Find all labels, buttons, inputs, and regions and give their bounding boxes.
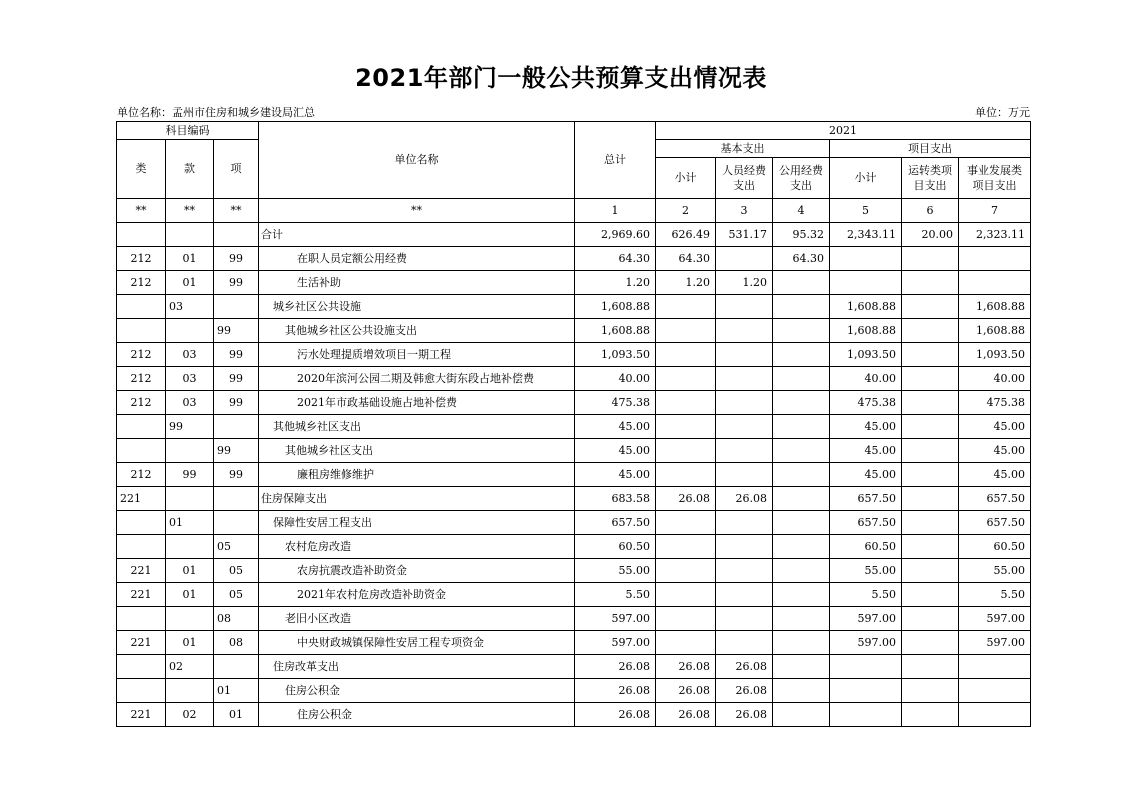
cell-development: 597.00 xyxy=(959,631,1031,655)
header-development: 事业发展类项目支出 xyxy=(959,158,1031,199)
cell-name: 生活补助 xyxy=(259,271,575,295)
cell-development xyxy=(959,247,1031,271)
cell-name: 中央财政城镇保障性安居工程专项资金 xyxy=(259,631,575,655)
cell-project-subtotal xyxy=(830,655,902,679)
cell-kind xyxy=(117,607,166,631)
cell-kind xyxy=(117,223,166,247)
cell-personnel xyxy=(716,343,773,367)
page-title: 2021年部门一般公共预算支出情况表 xyxy=(355,64,767,92)
cell-basic-subtotal xyxy=(656,415,716,439)
cell-operating xyxy=(902,391,959,415)
cell-basic-subtotal xyxy=(656,367,716,391)
cell-total: 597.00 xyxy=(575,607,656,631)
cell-operating xyxy=(902,295,959,319)
cell-kind: 221 xyxy=(117,703,166,727)
header-row-index xyxy=(117,199,1031,223)
cell-section: 01 xyxy=(166,247,214,271)
cell-total: 45.00 xyxy=(575,463,656,487)
cell-personnel xyxy=(716,439,773,463)
cell-name: 污水处理提质增效项目一期工程 xyxy=(259,343,575,367)
cell-project-subtotal xyxy=(830,247,902,271)
cell-operating: 20.00 xyxy=(902,223,959,247)
cell-name: 住房公积金 xyxy=(259,679,575,703)
cell-development: 1,608.88 xyxy=(959,319,1031,343)
cell-kind: 221 xyxy=(117,559,166,583)
cell-section xyxy=(166,439,214,463)
header-total: 总计 xyxy=(575,122,656,199)
header-unit-name: 单位名称 xyxy=(259,122,575,199)
table-row xyxy=(117,487,1031,511)
cell-kind: 212 xyxy=(117,247,166,271)
cell-basic-subtotal: 26.08 xyxy=(656,655,716,679)
index-3: 3 xyxy=(716,199,773,223)
cell-personnel: 26.08 xyxy=(716,703,773,727)
cell-project-subtotal: 60.50 xyxy=(830,535,902,559)
header-subject-code: 科目编码 xyxy=(117,122,259,140)
cell-section: 02 xyxy=(166,703,214,727)
header-item: 项 xyxy=(214,140,259,199)
cell-section: 03 xyxy=(166,343,214,367)
cell-name: 住房保障支出 xyxy=(259,487,575,511)
cell-name: 合计 xyxy=(259,223,575,247)
cell-personnel xyxy=(716,583,773,607)
cell-section: 99 xyxy=(166,415,214,439)
cell-name: 农房抗震改造补助资金 xyxy=(259,559,575,583)
cell-item: 05 xyxy=(214,535,259,559)
cell-public xyxy=(773,343,830,367)
cell-section: 03 xyxy=(166,391,214,415)
table-row xyxy=(117,703,1031,727)
cell-public xyxy=(773,487,830,511)
cell-section: 03 xyxy=(166,367,214,391)
cell-kind xyxy=(117,655,166,679)
cell-project-subtotal: 1,608.88 xyxy=(830,295,902,319)
index-unit-name: ** xyxy=(259,199,575,223)
cell-public xyxy=(773,271,830,295)
cell-basic-subtotal xyxy=(656,607,716,631)
cell-kind: 221 xyxy=(117,631,166,655)
header-project: 项目支出 xyxy=(830,140,1031,158)
cell-total: 683.58 xyxy=(575,487,656,511)
cell-development xyxy=(959,679,1031,703)
cell-personnel: 531.17 xyxy=(716,223,773,247)
cell-section xyxy=(166,223,214,247)
cell-kind: 221 xyxy=(117,487,166,511)
cell-item: 99 xyxy=(214,391,259,415)
cell-section: 99 xyxy=(166,463,214,487)
cell-public xyxy=(773,535,830,559)
cell-name: 其他城乡社区公共设施支出 xyxy=(259,319,575,343)
table-row xyxy=(117,583,1031,607)
cell-basic-subtotal xyxy=(656,631,716,655)
cell-development: 45.00 xyxy=(959,463,1031,487)
cell-item xyxy=(214,655,259,679)
cell-development: 45.00 xyxy=(959,415,1031,439)
cell-section: 01 xyxy=(166,583,214,607)
index-5: 5 xyxy=(830,199,902,223)
cell-personnel xyxy=(716,463,773,487)
cell-development: 475.38 xyxy=(959,391,1031,415)
cell-kind: 212 xyxy=(117,343,166,367)
cell-item: 99 xyxy=(214,343,259,367)
cell-project-subtotal: 45.00 xyxy=(830,439,902,463)
cell-development: 657.50 xyxy=(959,487,1031,511)
table-row xyxy=(117,535,1031,559)
header-section: 款 xyxy=(166,140,214,199)
cell-public xyxy=(773,463,830,487)
table-row xyxy=(117,295,1031,319)
cell-public xyxy=(773,439,830,463)
cell-project-subtotal xyxy=(830,679,902,703)
cell-operating xyxy=(902,535,959,559)
cell-name: 老旧小区改造 xyxy=(259,607,575,631)
cell-basic-subtotal: 26.08 xyxy=(656,679,716,703)
cell-operating xyxy=(902,583,959,607)
cell-total: 64.30 xyxy=(575,247,656,271)
cell-kind: 212 xyxy=(117,463,166,487)
cell-personnel xyxy=(716,247,773,271)
table-row xyxy=(117,511,1031,535)
cell-section: 01 xyxy=(166,511,214,535)
cell-item xyxy=(214,223,259,247)
cell-public xyxy=(773,415,830,439)
cell-name: 其他城乡社区支出 xyxy=(259,415,575,439)
cell-item: 99 xyxy=(214,319,259,343)
cell-kind xyxy=(117,415,166,439)
unit-name: 单位名称：孟州市住房和城乡建设局汇总 xyxy=(117,106,315,119)
cell-project-subtotal: 55.00 xyxy=(830,559,902,583)
cell-public xyxy=(773,295,830,319)
budget-table xyxy=(116,121,1031,727)
cell-project-subtotal xyxy=(830,271,902,295)
header-public: 公用经费支出 xyxy=(773,158,830,199)
cell-operating xyxy=(902,247,959,271)
cell-public xyxy=(773,703,830,727)
cell-kind xyxy=(117,511,166,535)
cell-project-subtotal: 5.50 xyxy=(830,583,902,607)
cell-operating xyxy=(902,559,959,583)
cell-project-subtotal: 45.00 xyxy=(830,415,902,439)
cell-public xyxy=(773,319,830,343)
cell-kind xyxy=(117,295,166,319)
cell-personnel xyxy=(716,631,773,655)
index-1: 1 xyxy=(575,199,656,223)
cell-development: 55.00 xyxy=(959,559,1031,583)
cell-name: 2020年滨河公园二期及韩愈大街东段占地补偿费 xyxy=(259,367,575,391)
cell-total: 475.38 xyxy=(575,391,656,415)
cell-public xyxy=(773,607,830,631)
cell-operating xyxy=(902,415,959,439)
header-personnel: 人员经费支出 xyxy=(716,158,773,199)
cell-development: 60.50 xyxy=(959,535,1031,559)
cell-total: 597.00 xyxy=(575,631,656,655)
cell-total: 5.50 xyxy=(575,583,656,607)
cell-development: 657.50 xyxy=(959,511,1031,535)
cell-total: 40.00 xyxy=(575,367,656,391)
cell-project-subtotal: 597.00 xyxy=(830,607,902,631)
table-row xyxy=(117,271,1031,295)
cell-development xyxy=(959,271,1031,295)
cell-basic-subtotal xyxy=(656,391,716,415)
cell-personnel xyxy=(716,415,773,439)
cell-basic-subtotal: 626.49 xyxy=(656,223,716,247)
table-row xyxy=(117,655,1031,679)
cell-item xyxy=(214,415,259,439)
cell-name: 其他城乡社区支出 xyxy=(259,439,575,463)
cell-kind xyxy=(117,679,166,703)
cell-section xyxy=(166,487,214,511)
cell-public xyxy=(773,655,830,679)
cell-basic-subtotal xyxy=(656,511,716,535)
cell-basic-subtotal xyxy=(656,439,716,463)
cell-project-subtotal: 597.00 xyxy=(830,631,902,655)
cell-item xyxy=(214,487,259,511)
cell-name: 在职人员定额公用经费 xyxy=(259,247,575,271)
cell-personnel xyxy=(716,391,773,415)
table-row xyxy=(117,415,1031,439)
cell-development: 5.50 xyxy=(959,583,1031,607)
cell-item: 99 xyxy=(214,439,259,463)
cell-operating xyxy=(902,367,959,391)
cell-section: 01 xyxy=(166,559,214,583)
cell-project-subtotal: 1,608.88 xyxy=(830,319,902,343)
cell-item: 01 xyxy=(214,679,259,703)
cell-operating xyxy=(902,343,959,367)
cell-development xyxy=(959,703,1031,727)
cell-personnel: 26.08 xyxy=(716,655,773,679)
cell-public: 95.32 xyxy=(773,223,830,247)
cell-item: 08 xyxy=(214,631,259,655)
cell-personnel: 26.08 xyxy=(716,679,773,703)
cell-total: 26.08 xyxy=(575,679,656,703)
cell-basic-subtotal xyxy=(656,583,716,607)
cell-kind xyxy=(117,319,166,343)
cell-name: 住房公积金 xyxy=(259,703,575,727)
cell-total: 55.00 xyxy=(575,559,656,583)
cell-section: 01 xyxy=(166,631,214,655)
cell-public xyxy=(773,583,830,607)
cell-operating xyxy=(902,679,959,703)
cell-basic-subtotal xyxy=(656,559,716,583)
cell-operating xyxy=(902,631,959,655)
cell-project-subtotal: 1,093.50 xyxy=(830,343,902,367)
unit-label: 单位：万元 xyxy=(975,106,1030,119)
table-row xyxy=(117,343,1031,367)
cell-personnel xyxy=(716,535,773,559)
cell-project-subtotal: 475.38 xyxy=(830,391,902,415)
cell-section: 01 xyxy=(166,271,214,295)
cell-basic-subtotal: 1.20 xyxy=(656,271,716,295)
cell-personnel xyxy=(716,367,773,391)
cell-basic-subtotal xyxy=(656,463,716,487)
cell-personnel xyxy=(716,319,773,343)
table-row xyxy=(117,367,1031,391)
cell-total: 1,608.88 xyxy=(575,295,656,319)
header-row-1 xyxy=(117,122,1031,140)
table-row xyxy=(117,679,1031,703)
cell-section: 03 xyxy=(166,295,214,319)
cell-development xyxy=(959,655,1031,679)
cell-section: 02 xyxy=(166,655,214,679)
cell-operating xyxy=(902,655,959,679)
table-row xyxy=(117,247,1031,271)
cell-project-subtotal: 40.00 xyxy=(830,367,902,391)
cell-item: 99 xyxy=(214,271,259,295)
cell-basic-subtotal xyxy=(656,295,716,319)
cell-kind xyxy=(117,439,166,463)
index-6: 6 xyxy=(902,199,959,223)
cell-operating xyxy=(902,511,959,535)
cell-section xyxy=(166,319,214,343)
cell-kind: 221 xyxy=(117,583,166,607)
table-row xyxy=(117,439,1031,463)
cell-kind: 212 xyxy=(117,391,166,415)
cell-public xyxy=(773,511,830,535)
header-basic: 基本支出 xyxy=(656,140,830,158)
cell-total: 26.08 xyxy=(575,703,656,727)
cell-basic-subtotal xyxy=(656,343,716,367)
cell-basic-subtotal: 26.08 xyxy=(656,487,716,511)
index-4: 4 xyxy=(773,199,830,223)
cell-development: 2,323.11 xyxy=(959,223,1031,247)
cell-project-subtotal xyxy=(830,703,902,727)
cell-public xyxy=(773,559,830,583)
cell-development: 40.00 xyxy=(959,367,1031,391)
index-2: 2 xyxy=(656,199,716,223)
cell-operating xyxy=(902,319,959,343)
table-row xyxy=(117,607,1031,631)
cell-operating xyxy=(902,607,959,631)
cell-development: 1,608.88 xyxy=(959,295,1031,319)
cell-personnel: 1.20 xyxy=(716,271,773,295)
cell-personnel xyxy=(716,295,773,319)
cell-item xyxy=(214,295,259,319)
cell-item: 99 xyxy=(214,463,259,487)
cell-basic-subtotal: 26.08 xyxy=(656,703,716,727)
cell-basic-subtotal: 64.30 xyxy=(656,247,716,271)
cell-project-subtotal: 45.00 xyxy=(830,463,902,487)
cell-item: 99 xyxy=(214,367,259,391)
cell-item: 08 xyxy=(214,607,259,631)
table-row xyxy=(117,391,1031,415)
cell-public xyxy=(773,367,830,391)
table-row xyxy=(117,223,1031,247)
cell-public: 64.30 xyxy=(773,247,830,271)
index-section: ** xyxy=(166,199,214,223)
cell-item: 05 xyxy=(214,583,259,607)
cell-development: 1,093.50 xyxy=(959,343,1031,367)
cell-name: 2021年市政基础设施占地补偿费 xyxy=(259,391,575,415)
cell-operating xyxy=(902,271,959,295)
table-row xyxy=(117,559,1031,583)
header-operating: 运转类项目支出 xyxy=(902,158,959,199)
cell-name: 廉租房维修维护 xyxy=(259,463,575,487)
header-project-subtotal: 小计 xyxy=(830,158,902,199)
index-kind: ** xyxy=(117,199,166,223)
cell-development: 597.00 xyxy=(959,607,1031,631)
cell-item: 01 xyxy=(214,703,259,727)
cell-project-subtotal: 657.50 xyxy=(830,487,902,511)
cell-public xyxy=(773,631,830,655)
cell-total: 1,608.88 xyxy=(575,319,656,343)
table-row xyxy=(117,631,1031,655)
cell-operating xyxy=(902,463,959,487)
cell-item: 99 xyxy=(214,247,259,271)
cell-section xyxy=(166,535,214,559)
cell-operating xyxy=(902,439,959,463)
header-year: 2021 xyxy=(656,122,1031,140)
cell-total: 45.00 xyxy=(575,415,656,439)
cell-total: 26.08 xyxy=(575,655,656,679)
table-row xyxy=(117,463,1031,487)
cell-section xyxy=(166,607,214,631)
cell-public xyxy=(773,391,830,415)
cell-section xyxy=(166,679,214,703)
cell-kind xyxy=(117,535,166,559)
cell-name: 2021年农村危房改造补助资金 xyxy=(259,583,575,607)
cell-total: 657.50 xyxy=(575,511,656,535)
cell-personnel: 26.08 xyxy=(716,487,773,511)
cell-item xyxy=(214,511,259,535)
cell-project-subtotal: 2,343.11 xyxy=(830,223,902,247)
cell-total: 60.50 xyxy=(575,535,656,559)
header-kind: 类 xyxy=(117,140,166,199)
cell-operating xyxy=(902,703,959,727)
cell-kind: 212 xyxy=(117,367,166,391)
cell-personnel xyxy=(716,607,773,631)
cell-personnel xyxy=(716,511,773,535)
cell-project-subtotal: 657.50 xyxy=(830,511,902,535)
cell-basic-subtotal xyxy=(656,319,716,343)
cell-name: 保障性安居工程支出 xyxy=(259,511,575,535)
cell-name: 城乡社区公共设施 xyxy=(259,295,575,319)
cell-operating xyxy=(902,487,959,511)
cell-development: 45.00 xyxy=(959,439,1031,463)
cell-basic-subtotal xyxy=(656,535,716,559)
cell-total: 1.20 xyxy=(575,271,656,295)
index-7: 7 xyxy=(959,199,1031,223)
cell-personnel xyxy=(716,559,773,583)
cell-total: 1,093.50 xyxy=(575,343,656,367)
index-item: ** xyxy=(214,199,259,223)
table-row xyxy=(117,319,1031,343)
cell-item: 05 xyxy=(214,559,259,583)
header-basic-subtotal: 小计 xyxy=(656,158,716,199)
cell-kind: 212 xyxy=(117,271,166,295)
cell-name: 农村危房改造 xyxy=(259,535,575,559)
cell-public xyxy=(773,679,830,703)
cell-total: 45.00 xyxy=(575,439,656,463)
cell-total: 2,969.60 xyxy=(575,223,656,247)
cell-name: 住房改革支出 xyxy=(259,655,575,679)
